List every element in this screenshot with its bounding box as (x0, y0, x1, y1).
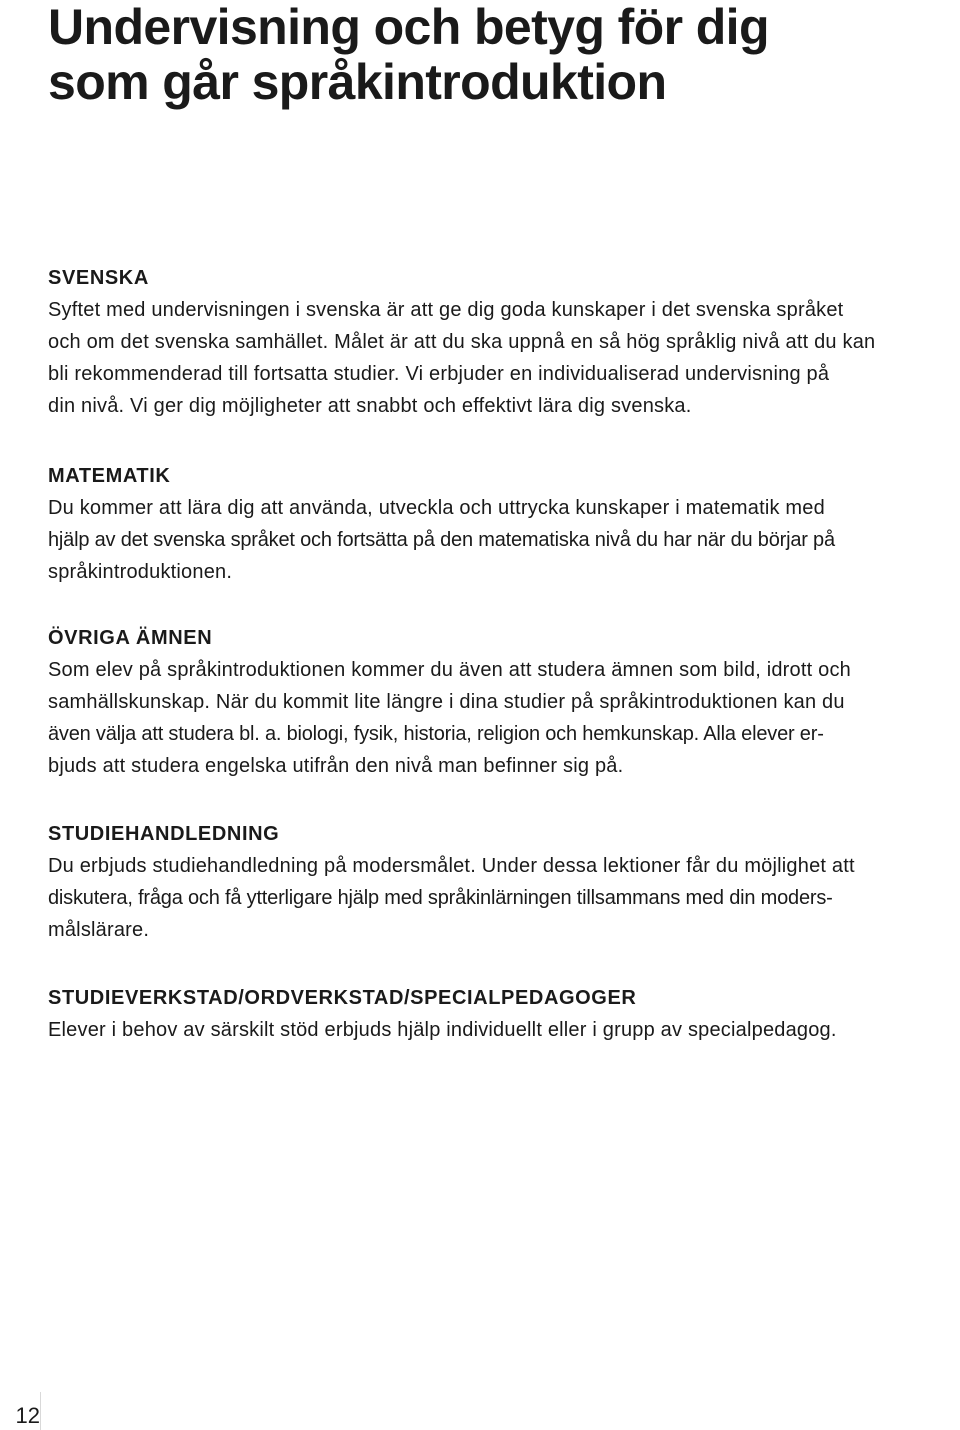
section-body-svenska (48, 294, 960, 422)
body-line: Som elev på språkintroduktionen kommer du även att studera ämnen som bild, idrott och (48, 659, 851, 681)
section-ovriga-amnen (48, 622, 960, 782)
section-body-studieverkstad (48, 1014, 960, 1046)
body-line: och om det svenska samhället. Målet är att du ska uppnå en så hög språklig nivå att du kan (48, 331, 876, 353)
section-heading-studieverkstad: STUDIEVERKSTAD/ORDVERKSTAD/SPECIALPEDAGOGER (48, 987, 637, 1009)
section-body-ovriga-amnen (48, 654, 960, 782)
body-line: hjälp av det svenska språket och fortsätta på den matematiska nivå du har när du börjar på (48, 529, 835, 551)
body-line: målslärare. (48, 919, 150, 941)
title-line-2: som går språkintroduktion (48, 54, 667, 110)
body-line: bli rekommenderad till fortsatta studier. Vi erbjuder en individualiserad undervisning på (48, 363, 830, 385)
body-line: Syftet med undervisningen i svenska är att ge dig goda kunskaper i det svenska språket (48, 299, 844, 321)
body-line: samhällskunskap. När du kommit lite längre i dina studier på språkintroduktionen kan du (48, 691, 845, 713)
section-heading-matematik: MATEMATIK (48, 465, 171, 487)
body-line: diskutera, fråga och få ytterligare hjälp med språkinlärningen tillsammans med din moders- (48, 887, 833, 909)
section-heading-svenska: SVENSKA (48, 267, 149, 289)
section-studieverkstad (48, 982, 960, 1046)
body-line: språkintroduktionen. (48, 561, 233, 583)
body-line: även välja att studera bl. a. biologi, fysik, historia, religion och hemkunskap. Alla elever er- (48, 723, 824, 745)
section-heading-studiehandledning: STUDIEHANDLEDNING (48, 823, 280, 845)
body-line: din nivå. Vi ger dig möjligheter att snabbt och effektivt lära dig svenska. (48, 395, 692, 417)
page-number: 12 (15, 1403, 40, 1428)
section-matematik (48, 460, 960, 588)
page-title (48, 0, 928, 110)
section-svenska (48, 262, 960, 422)
section-heading-ovriga-amnen: ÖVRIGA ÄMNEN (48, 627, 213, 649)
body-line: Du kommer att lära dig att använda, utveckla och uttrycka kunskaper i matematik med (48, 497, 825, 519)
body-line: bjuds att studera engelska utifrån den nivå man befinner sig på. (48, 755, 624, 777)
section-studiehandledning (48, 818, 960, 946)
title-line-1: Undervisning och betyg för dig (48, 0, 769, 55)
body-line: Du erbjuds studiehandledning på modersmålet. Under dessa lektioner får du möjlighet att (48, 855, 855, 877)
section-body-matematik (48, 492, 960, 588)
page-gutter-divider (40, 1392, 41, 1430)
body-line: Elever i behov av särskilt stöd erbjuds hjälp individuellt eller i grupp av specialpedagog. (48, 1019, 837, 1041)
section-body-studiehandledning (48, 850, 960, 946)
